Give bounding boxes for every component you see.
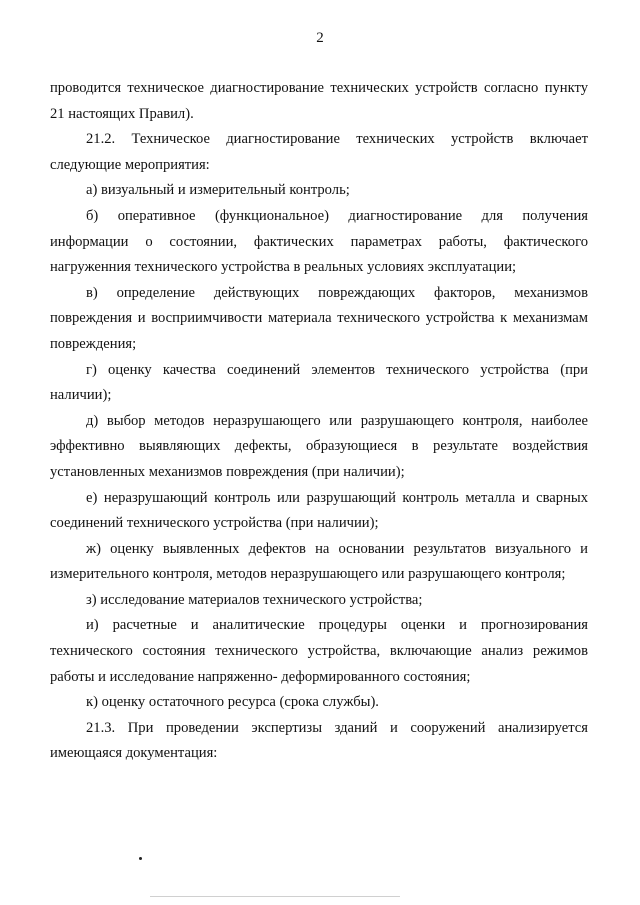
list-item-g: г) оценку качества соединений элементов технического устройства (при наличии); (50, 361, 588, 404)
list-item-v: в) определение действующих повреждающих факторов, механизмов повреждения и восприимчивости материала технического устройства к механизмам повреждения; (50, 284, 588, 352)
list-item-k: к) оценку остаточного ресурса (срока службы). (86, 694, 379, 711)
list-item-z: з) исследование материалов технического устройства; (86, 591, 423, 608)
paragraph-21-3: 21.3. При проведении экспертизы зданий и сооружений анализируется имеющаяся документация: (50, 719, 588, 762)
list-item-a: а) визуальный и измерительный контроль; (86, 182, 350, 199)
paragraph-21-2: 21.2. Техническое диагностирование технических устройств включает следующие мероприятия: (50, 131, 588, 173)
list-item-b: б) оперативное (функциональное) диагностирование для получения информации о состоянии, фактических параметрах работы, фактического нагруженния технического устройства в реальных условиях эксплуатации; (50, 207, 588, 276)
list-item-e: е) неразрушающий контроль или разрушающий контроль металла и сварных соединений технического устройства (при наличии); (50, 489, 588, 532)
scan-speck (139, 857, 142, 860)
bottom-edge-line (150, 896, 400, 897)
list-item-d: д) выбор методов неразрушающего или разрушающего контроля, наиболее эффективно выявляющих дефекты, образующиеся в результате воздействия установленных механизмов повреждения (при наличии); (50, 412, 588, 480)
list-item-i: и) расчетные и аналитические процедуры оценки и прогнозирования технического состояния технического устройства, включающие анализ режимов работы и исследование напряженно- деформированного состояния; (50, 617, 588, 685)
paragraph-continuation: проводится техническое диагностирование технических устройств согласно пункту 21 настоящих Правил). (50, 80, 588, 122)
page-number: 2 (316, 30, 324, 46)
list-item-zh: ж) оценку выявленных дефектов на основании результатов визуального и измерительного контроля, методов неразрушающего или разрушающего контроля; (50, 540, 588, 583)
document-body (50, 76, 588, 767)
